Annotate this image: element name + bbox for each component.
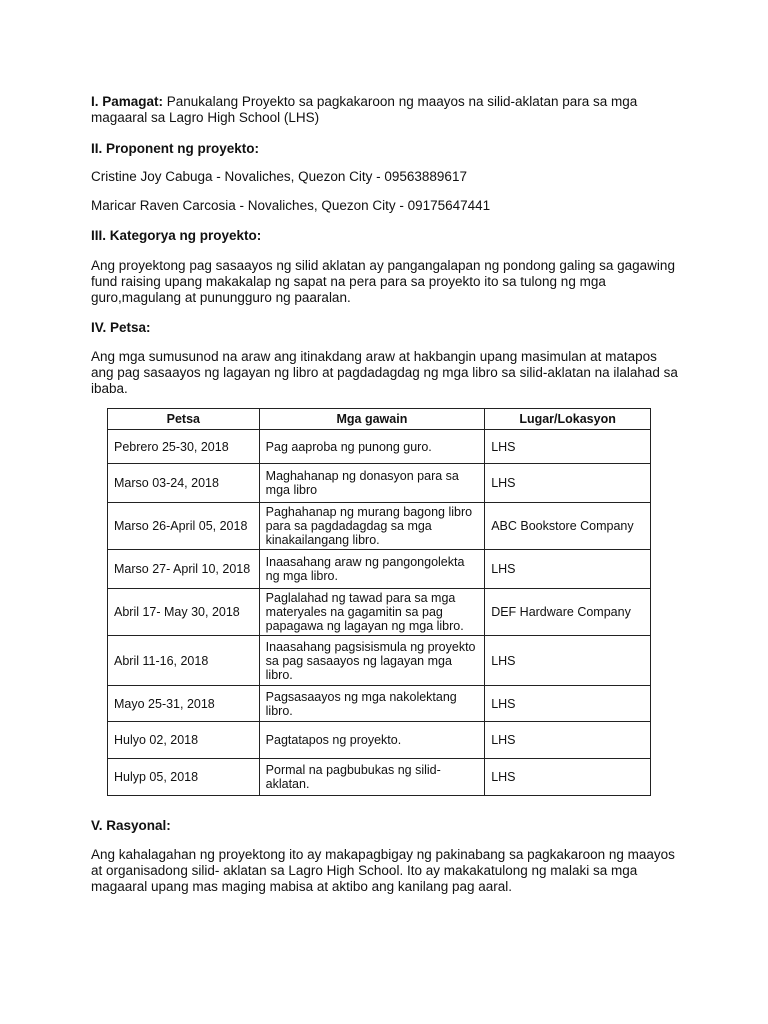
table-cell-activity: Paglalahad ng tawad para sa mga materyales na gagamitin sa pag papagawa ng lagayan ng mga libro. — [259, 589, 485, 636]
table-cell-activity: Pagsasaayos ng mga nakolektang libro. — [259, 686, 485, 722]
table-row — [108, 464, 651, 503]
date-heading: IV. Petsa: — [91, 320, 151, 335]
rationale-text: Ang kahalagahan ng proyektong ito ay makapagbigay ng pakinabang sa pagkakaroon ng maayos at organisadong silid- aklatan sa Lagro High School. Ito ay makakatulong ng malaki sa mga magaaral upang mas maging mabisa at aktibo ang kanilang pag aaral. — [91, 847, 675, 894]
table-header-lugar: Lugar/Lokasyon — [485, 409, 651, 430]
category-text: Ang proyektong pag sasaayos ng silid aklatan ay pangangalapan ng pondong galing sa gagawing fund raising upang makakalap ng sapat na pera para sa proyekto ito sa tulong ng mga guro,magulang at punungguro ng paaralan. — [91, 258, 675, 305]
proponent-2: Maricar Raven Carcosia - Novaliches, Quezon City - 09175647441 — [91, 198, 491, 213]
table-row — [108, 550, 651, 589]
table-cell-date: Mayo 25-31, 2018 — [108, 686, 260, 722]
table-row — [108, 430, 651, 464]
table-header-row — [108, 409, 651, 430]
table-cell-location: DEF Hardware Company — [485, 589, 651, 636]
schedule-table — [107, 408, 651, 796]
category-heading: III. Kategorya ng proyekto: — [91, 228, 262, 243]
rationale-heading: V. Rasyonal: — [91, 818, 171, 833]
date-intro: Ang mga sumusunod na araw ang itinakdang araw at hakbangin upang masimulan at matapos ang pag sasaayos ng lagayan ng libro at pagdadagdag ng mga libro sa silid-aklatan na ilalahad sa ibaba. — [91, 349, 678, 396]
table-cell-date: Pebrero 25-30, 2018 — [108, 430, 260, 464]
title-paragraph — [91, 94, 681, 126]
title-label: I. Pamagat: — [91, 94, 164, 109]
table-row — [108, 686, 651, 722]
table-row — [108, 636, 651, 686]
table-cell-activity: Maghahanap ng donasyon para sa mga libro — [259, 464, 485, 503]
table-cell-location: LHS — [485, 686, 651, 722]
table-header-gawain: Mga gawain — [259, 409, 485, 430]
table-cell-date: Abril 11-16, 2018 — [108, 636, 260, 686]
table-cell-location: ABC Bookstore Company — [485, 503, 651, 550]
table-cell-location: LHS — [485, 722, 651, 759]
table-cell-date: Abril 17- May 30, 2018 — [108, 589, 260, 636]
table-row — [108, 589, 651, 636]
title-text: Panukalang Proyekto sa pagkakaroon ng maayos na silid-aklatan para sa mga magaaral sa Lagro High School (LHS) — [91, 94, 638, 125]
proponent-1: Cristine Joy Cabuga - Novaliches, Quezon City - 09563889617 — [91, 169, 467, 184]
proponent-heading: II. Proponent ng proyekto: — [91, 141, 259, 156]
table-cell-activity: Inaasahang pagsisismula ng proyekto sa pag sasaayos ng lagayan mga libro. — [259, 636, 485, 686]
table-row — [108, 503, 651, 550]
table-cell-location: LHS — [485, 759, 651, 796]
table-cell-date: Hulyo 02, 2018 — [108, 722, 260, 759]
table-row — [108, 759, 651, 796]
table-cell-activity: Paghahanap ng murang bagong libro para sa pagdadagdag sa mga kinakailangang libro. — [259, 503, 485, 550]
table-cell-location: LHS — [485, 464, 651, 503]
table-cell-date: Marso 26-April 05, 2018 — [108, 503, 260, 550]
table-cell-activity: Inaasahang araw ng pangongolekta ng mga libro. — [259, 550, 485, 589]
table-cell-activity: Pag aaproba ng punong guro. — [259, 430, 485, 464]
table-cell-location: LHS — [485, 636, 651, 686]
table-cell-activity: Pormal na pagbubukas ng silid-aklatan. — [259, 759, 485, 796]
table-cell-activity: Pagtatapos ng proyekto. — [259, 722, 485, 759]
table-cell-date: Marso 03-24, 2018 — [108, 464, 260, 503]
table-cell-location: LHS — [485, 430, 651, 464]
table-row — [108, 722, 651, 759]
table-header-petsa: Petsa — [108, 409, 260, 430]
table-cell-location: LHS — [485, 550, 651, 589]
table-cell-date: Marso 27- April 10, 2018 — [108, 550, 260, 589]
table-cell-date: Hulyp 05, 2018 — [108, 759, 260, 796]
